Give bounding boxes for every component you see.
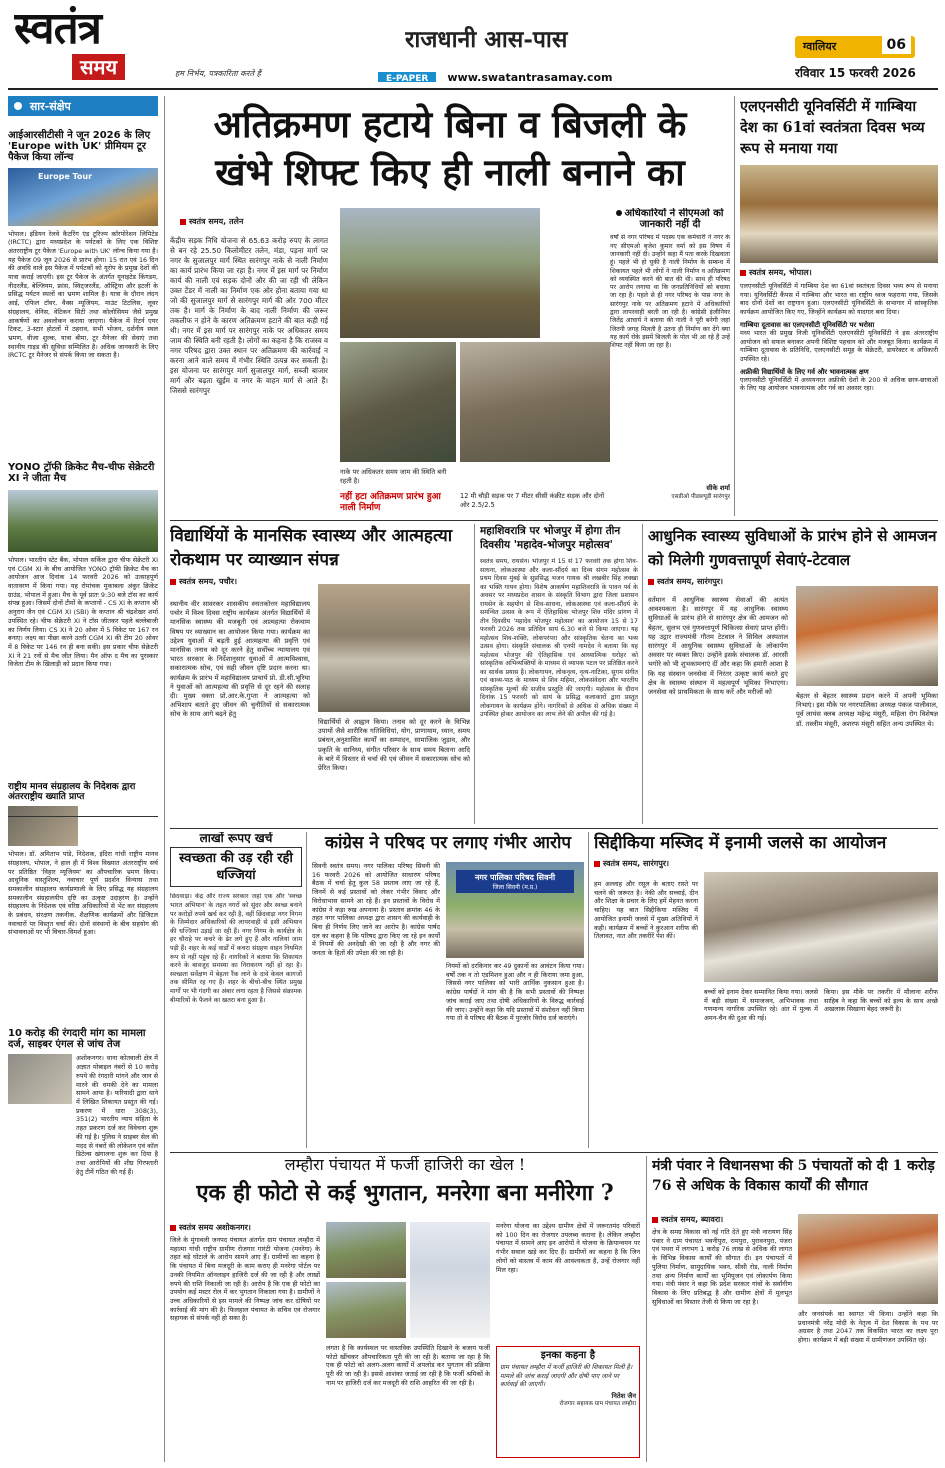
mental-byline: स्वतंत्र समय, पचौर।	[170, 576, 470, 587]
mahotsav-story	[480, 524, 638, 824]
masthead-logo	[14, 6, 164, 84]
sidebar-story-1-body: भोपाल। इंडियन रेलवे कैटरिंग एंड टूरिज्म कॉरपोरेशन लिमिटेड (IRCTC) द्वारा मध्यप्रदेश के पर्यटकों के लिए एक विशिष्ट अंतरराष्ट्रीय टूर पैकेज 'Europe with UK' लॉन्च किया गया है। यह पैकेज 09 जून 2026 से प्रारंभ होगा। 15 रात एवं 16 दिन की अवधि वाले इस पैकेज में पर्यटकों को यूरोप के प्रमुख देशों की यात्रा कराई जाएगी। इस टूर पैकेज के अंतर्गत यूनाइटेड किंगडम, नीदरलैंड, बेल्जियम, फ्रांस, स्विट्जरलैंड, ऑस्ट्रिया और इटली के प्रसिद्ध पर्यटन स्थलों का भ्रमण शामिल है। यात्रा के दौरान लंदन आई, एफिल टॉवर, वैक्स म्यूजियम, माउंट टिटलिस, लूवर संग्रहालय, वेनिस, वेटिकन सिटी तथा कोलोसियम जैसे प्रमुख आकर्षणों का अवलोकन कराया जाएगा। पैकेज में रिटर्न एयर टिकट, 3-स्टार होटलों में ठहराव, सभी भोजन, दर्शनीय स्थल भ्रमण, वीजा शुल्क, यात्रा बीमा, टूर मैनेजर की सेवाएं तथा स्थानीय गाइड की सुविधा सम्मिलित है। अधिक जानकारी के लिए IRCTC टूर मैनेजर से संपर्क किया जा सकता है।	[8, 229, 158, 360]
road-construction-photo	[340, 208, 540, 338]
lead-byline: स्वतंत्र समय, तलेन	[180, 216, 243, 227]
cleanliness-headline-2: स्वच्छता की उड़ रही रही धज्जियां	[170, 847, 302, 887]
page-number: 06	[882, 36, 911, 54]
lecture-hall-photo	[318, 584, 470, 712]
sidebar-story-3-title: राष्ट्रीय मानव संग्रहालय के निदेशक द्वारा अंतरराष्ट्रीय ख्याति प्राप्त	[8, 781, 136, 803]
minister-event-photo	[798, 1214, 938, 1304]
minister-body-2: और जनसंपर्क का स्वागत भी किया। उन्होंने कहा कि प्रधानमंत्री नरेंद्र मोदी के नेतृत्व में देश विकास के पथ पर अग्रसर है तथा 2047 तक विकसित भारत का लक्ष्य पूरा होगा। कार्यक्रम में बड़ी संख्या में ग्रामीणजन उपस्थित रहे।	[798, 1310, 938, 1345]
logo-top: स्वतंत्र	[14, 6, 101, 54]
epaper-badge	[378, 66, 748, 82]
congress-body-2: नियमों को दरकिनार कर 49 दुकानों का आवंटन किया गया। वर्षों तक न तो एडमिशन हुआ और न ही किराया जमा हुआ, जिससे नगर पालिका को भारी आर्थिक नुकसान हुआ है। कांग्रेस पार्षदों ने मांग की है कि सभी प्रस्तावों की निष्पक्ष जांच कराई जाए तथा दोषी अधिकारियों के विरुद्ध कार्रवाई की जाए। उन्होंने कहा कि यदि प्रस्तावों में संशोधन नहीं किया गया तो वे परिषद की बैठक में पुरजोर विरोध दर्ज कराएंगे।	[446, 962, 584, 1023]
police-station-photo	[8, 1054, 72, 1104]
sidebar-story-1-title: आईआरसीटीसी ने जून 2026 के लिए 'Europe with UK' प्रीमियम टूर पैकेज किया लॉन्च	[8, 130, 151, 164]
lnct-sub2: अफ्रीकी विद्यार्थियों के लिए गर्व और भावनात्मक क्षण	[740, 367, 869, 376]
lnct-byline: स्वतंत्र समय, भोपाल।	[740, 267, 938, 278]
officials-box	[610, 208, 730, 508]
sidebar-story-3-body: भोपाल। डॉ. अमिताभ पांडे, निदेशक, इंदिरा गांधी राष्ट्रीय मानव संग्रहालय, भोपाल, ने हाल ही में विश्व विख्यात अंतरराष्ट्रीय सर्च पर प्रतिष्ठित 'विहार म्यूजियम' का औपचारिक भ्रमण किया। आधुनिक वास्तुशिल्प, नवाचार पूर्ण प्रदर्शन विन्यास तथा समकालीन संग्रहालय कार्यप्रणाली के लिए प्रसिद्ध यह संग्रहालय समकालीन संग्रहालयीय दृष्टि का उत्कृष्ट उदाहरण है। उन्होंने संग्रहालय के निदेशक एवं वरिष्ठ अधिकारियों से भेंट कर संग्रहालय के प्रबंधन, संरक्षण तकनीक, शैक्षणिक कार्यक्रमों और डिजिटल नवाचारों पर विस्तृत चर्चा की। दोनों संस्थानों के बीच सहयोग की संभावनाओं पर भी विचार-विमर्श हुआ।	[8, 850, 158, 937]
quote-title: इनका कहना है	[540, 1350, 596, 1361]
europe-tour-label: Europe Tour	[38, 171, 93, 181]
masjid-body-1: हम अल्लाह और रसूल के बताए रास्ते पर चलने की जरूरत है। नेकी और सच्चाई, दीन और शिक्षा के प्रचार के लिए हमें मेहनत करना चाहिए। यह बात सिद्दीकिया मस्जिद में आयोजित इनामी जलसे में मुख्य अतिथियों ने कही। कार्यक्रम में बच्चों ने कुरआन शरीफ की तिलावत, नात और तकरीरें पेश कीं।	[594, 880, 698, 941]
drain-closeup-photo	[460, 342, 610, 462]
lead-headline: अतिक्रमण हटाये बिना व बिजली के खंभे शिफ्ट किए ही नाली बनाने का	[213, 102, 687, 194]
mental-headline: विद्यार्थियों के मानसिक स्वास्थ्य और आत्महत्या रोकथाम पर व्याख्यान संपन्न	[170, 526, 453, 570]
masjid-body-3: किया। इस मौके पर तकरीर में मौलाना शरीफ साहिब ने कहा कि बच्चों को इल्म के साथ अच्छे अखलाक सिखाना बेहद जरूरी है।	[824, 988, 938, 1014]
health-headline: आधुनिक स्वास्थ्य सुविधाओं के प्रारंभ होने से आमजन को मिलेगी गुणवत्तापूर्ण सेवाएं-टेटवाल	[648, 527, 937, 569]
health-inauguration-photo	[796, 586, 938, 686]
quote-box	[496, 1346, 640, 1458]
nagar-palika-photo	[446, 862, 584, 958]
mgnrega-body-3: मनरेगा योजना का उद्देश्य ग्रामीण क्षेत्रों में जरूरतमंद परिवारों को 100 दिन का रोजगार उपलब्ध कराना है। लेकिन लम्हौरा पंचायत में सामने आए इन आरोपों ने योजना के क्रियान्वयन पर गंभीर सवाल खड़े कर दिए हैं। ग्रामीणों का कहना है कि जिन लोगों को वास्तव में काम की आवश्यकता है, उन्हें रोजगार नहीं मिल रहा।	[496, 1222, 640, 1274]
city-name: ग्वालियर	[803, 40, 837, 53]
masjid-story	[594, 832, 938, 1148]
officials-box-body: वर्षों से नगर परिषद में पदस्थ एक कर्मचारी ने नगर के नए सीएमओ बृजेश कुमार वर्मा को इस विषय में जानकारी नहीं दी। उन्होंने कहा मैं पता करके दिखवाता हूं। पहले भी हो चुकी है नाली निर्माण के सम्बन्ध में शिकायत पहले भी लोगों ने नाली निर्माण व अतिक्रमण को व्यवस्थित करने की बात की थी। साथ ही परिषद पर आरोप लगाया था कि जनप्रतिनिधियों को बचाया जा रहा है। पहले से ही नगर परिषद के पास नगर के सारंगपुर नाके पर अतिक्रमण हटाने में अधिकारियों द्वारा लापरवाही बरती जा रही है। कांग्रेसी इंजीनियर जितेंद्र आचार्य ने बताया की नाली ने पूरी बनेगी जहां जितनी जगह मिलती है उतना ही निर्माण कर देंगे क्या यह कार्य रोके इसमें बिजली के पोल भी आ रहे हैं उन्हें शिफ्ट नहीं किया जा रहा है।	[610, 234, 730, 350]
mgnrega-headline: एक ही फोटो से कई भुगतान, मनरेगा बना मनीरेगा ?	[196, 1179, 614, 1206]
quote-sign: नितेश जैन	[611, 1391, 636, 1400]
minister-byline: स्वतंत्र समय, ब्यावरा।	[652, 1214, 723, 1225]
mgnrega-site-photo-2	[326, 1282, 406, 1338]
lead-body: केंद्रीय सड़क निधि योजना से 65.63 करोड़ रुपए के लागत से बन रहे 25.50 किलोमीटर तलेन, मंडा, पड़ना मार्ग पर नगर के सुजालपुर मार्ग स्थित सारंगपुर नाके से नाली निर्माण का कार्य प्रारंभ किया जा रहा है। नगर में इस मार्ग पर निर्माण कार्य की नाली एवं सड़क दोनों और की जा रही थी लेकिन उक्त टेंडर में नाली का निर्माण एक ओर होना बताया गया था जो की सुजालपुर मार्ग से सारंगपुर मार्ग की ओर 700 मीटर तक है। मार्ग के निर्माण के बाद नाली निर्माण की जरूर तकलीफ न होने के कारण अतिक्रमण हटाने की बात कही गई थी। नगर में इस मार्ग पर सारंगपुर नाके पर अधिकतर समय जाम की स्थिति बनी रहती है। लोगों का कहना है कि राजस्व व नगर परिषद द्वारा उक्त स्थान पर अतिक्रमण की कार्रवाई न करना आने वाले समय में गंभीर स्थिति उत्पन्न कर सकती है। इस योजना पर सारंगपुर मार्ग सुजालपुर मार्ग, सब्जी बाजार मार्ग और बढ़ता खुईम व नगर के वाहन मार्ग से आते हैं। जिससे सारंगपुर	[170, 236, 328, 395]
officials-box-sign2: एसडीओ पीडब्ल्यूडी सारंगपुर	[671, 493, 730, 500]
masjid-body-2: बच्चों को इनाम देकर सम्मानित किया गया। जलसे में बड़ी संख्या में समाजजन, अभिभावक तथा गणमान्य नागरिक उपस्थित रहे। अंत में मुल्क में अमन-चैन की दुआ की गई।	[704, 988, 818, 1023]
mgnrega-portal-screenshot	[410, 1222, 490, 1338]
europe-tour-image	[8, 168, 158, 226]
sidebar-header-icon	[14, 102, 22, 110]
mgnrega-kicker: लम्हौरा पंचायत में फर्जी हाजिरी का खेल !	[284, 1156, 526, 1174]
mgnrega-body-2: लगता है कि कार्यस्थल पर वास्तविक उपस्थिति दिखाने के बजाय फर्जी फोटो खींचकर औपचारिकता पूरी की जा रही है। बताया जा रहा है कि एक ही फोटो को अलग-अलग कार्यों में अपलोड कर भुगतान की प्रक्रिया पूरी की जा रही है। इससे आशंका जताई जा रही है कि फर्जी श्रमिकों के नाम पर हाजिरी दर्ज कर मजदूरी की राशि आहरित की जा रही है।	[326, 1344, 490, 1387]
drain-photo	[340, 342, 456, 462]
museum-director-photo	[8, 806, 78, 846]
section-title: राजधानी आस-पास	[405, 26, 568, 53]
mental-body-2: विद्यार्थियों से आह्वान किया। तनाव को दूर करने के विभिन्न उपायों जैसे शारीरिक गतिविधियां, योग, प्राणायाम, ध्यान, समय प्रबंधन,अनुशासित कार्यों का सम्पादन, सामाजिक जुड़ाव, और प्रकृति के सानिध्य, संगीत परिवार के साथ समय बिताना आदि के बारे में विस्तार से चर्चा की एवं जीवन में सकारात्मक सोच को प्रेरित किया।	[318, 718, 470, 773]
cleanliness-body: छिंदवाड़ा। केंद्र और राज्य सरकार जहां एक और 'स्वच्छ भारत अभियान' के तहत नगरों को सुंदर और स्वच्छ बनाने पर करोड़ों रुपये खर्च कर रही है, वहीं छिंदवाड़ा नगर निगम के जिम्मेदार अधिकारियों की लापरवाही से इसी अभियान की धज्जियां उड़ाई जा रही हैं। नगर निगम के कार्यक्षेत्र के हर चौराहे पर कचरे के ढेर लगे हुए हैं और नालियां जाम पड़ी हैं। शहर के कई वार्डों में कचरा संग्रहण वाहन नियमित रूप से नहीं पहुंच रहे हैं। नागरिकों ने बताया कि शिकायत करने के बावजूद समस्या का निराकरण नहीं हो रहा है। स्वच्छता सर्वेक्षण में बेहतर रैंक लाने के दावे केवल कागजों तक सीमित रह गए हैं। शहर के बीचो-बीच स्थित प्रमुख मार्गों पर भी गंदगी का अंबार लगा रहता है जिससे संक्रामक बीमारियों के फैलने का खतरा बना हुआ है।	[170, 893, 302, 1004]
lead-sub-body: 12 मी चौड़ी सड़क पर 7 मीटर सीसी कंक्रीट सड़क और दोनों ओर 2.5/2.5	[460, 492, 605, 509]
health-story	[648, 524, 938, 824]
sidebar-header: सार-संक्षेप	[8, 96, 158, 116]
mental-health-story	[170, 524, 470, 824]
minister-body: क्षेत्र के समग्र विकास को नई गति देते हुए मंत्री नारायण सिंह पंवार ने ग्राम पंचायत भवनीपुरा, रामपुरा, पुरावनपुरा, पंजरा एवं पथरा में लगभग 1 करोड़ 76 लाख से अधिक की लागत के विभिन्न विकास कार्यों की सौगात दी। इन पंचायतों में पुलिया निर्माण, सामुदायिक भवन, सीसी रोड, नाली निर्माण तथा अन्य निर्माण कार्यों का भूमिपूजन एवं लोकार्पण किया गया। मंत्री पंवार ने कहा कि प्रदेश सरकार गांवों के सर्वांगीण विकास के लिए प्रतिबद्ध है और ग्रामीण क्षेत्रों में मूलभूत सुविधाओं का विस्तार तेजी से किया जा रहा है।	[652, 1228, 792, 1306]
cleanliness-story	[170, 832, 302, 1148]
nagar-palika-sign: नगर पालिका परिषद सिवनी जिला सिवनी (म.प्र.)	[456, 870, 574, 893]
jalsa-photo	[704, 872, 938, 982]
sidebar-story-2-title: YONO ट्रॉफी क्रिकेट मैच-चीफ सेक्रेटरी XI ने जीता मैच	[8, 461, 155, 484]
cleanliness-headline-1: लाखों रूपए खर्च	[199, 832, 273, 845]
issue-date: रविवार 15 फरवरी 2026	[795, 66, 916, 80]
congress-headline: कांग्रेस ने परिषद पर लगाए गंभीर आरोप	[324, 833, 572, 853]
mgnrega-body-1: जिले के मुंगावली जनपद पंचायत अंतर्गत ग्राम पंचायत लम्हौरा में महात्मा गांधी राष्ट्रीय ग्रामीण रोजगार गारंटी योजना (मनरेगा) के तहत बड़े घोटाले के आरोप सामने आए हैं। ग्रामीणों का कहना है कि पंचायत में बिना मजदूरी के काम कराए ही मनरेगा पोर्टल पर उनकी नियमित ऑनलाइन हाजिरी दर्ज की जा रही है और लाखों रुपये की राशि निकाली जा रही है। आरोप है कि एक ही फोटो का उपयोग कई मस्टर रोल में कर भुगतान निकाला गया है। ग्रामीणों ने उच्च अधिकारियों से इस मामले की निष्पक्ष जांच कर दोषियों पर कार्रवाई की मांग की है। फिलहाल पंचायत के सचिव एवं रोजगार सहायक से संपर्क नहीं हो सका है।	[170, 1236, 320, 1323]
health-byline: स्वतंत्र समय, सारंगपुर।	[648, 576, 938, 587]
lead-subhead: नहीं हटा अतिक्रमण प्रारंभ हुआ नाली निर्माण	[340, 492, 441, 513]
congress-body-1: सिवनी स्वतंत्र समय। नगर पालिका परिषद सिवनी की 16 फरवरी 2026 को आयोजित साधारण परिषद बैठक में चर्चा हेतु कुल 58 प्रस्ताव लाए जा रहे हैं, जिनमें से कई प्रस्तावों को लेकर गंभीर विवाद और विरोधाभास सामने आ रहे हैं। इन प्रस्तावों के विरोध में कांग्रेस ने कड़ा रुख अपनाया है। प्रस्ताव क्रमांक 46 के तहत नगर पालिका अध्यक्ष द्वारा शासन की कार्यवाही के बिना ही निर्णय लिए जाने का आरोप है। कांग्रेस पार्षद दल का कहना है कि परिषद द्वारा किए जा रहे इन कार्यों में नियमों की अनदेखी की जा रही है और नगर की जनता के हितों की उपेक्षा की जा रही है।	[312, 862, 440, 958]
masjid-byline: स्वतंत्र समय, सारंगपुर।	[594, 858, 938, 869]
lead-photo-caption: नाके पर अधिकतर समय जाम की स्थिति बनी रहती है।	[340, 468, 447, 485]
health-caption: बेहतर से बेहतर स्वास्थ्य प्रदान करने में अपनी भूमिका निभाएं। इस मौके पर नगरपालिका अध्यक्ष पंकज पालीवाल, पूर्व लायंस क्लब अध्यक्ष महेन्द्र मंसूरी, महिला रोग विशेषज्ञ डॉ. तस्लीम मंसूरी, अशरफ मंसूरी सहित अन्य उपस्थित थे।	[796, 692, 938, 728]
masthead	[0, 0, 945, 92]
minister-headline: मंत्री पंवार ने विधानसभा की 5 पंचायतों को दी 1 करोड़ 76 से अधिक के विकास कार्यों की सौगात	[652, 1158, 935, 1194]
mgnrega-byline: स्वतंत्र समय अशोकनगर।	[170, 1222, 251, 1233]
logo-bottom: समय	[72, 54, 125, 80]
lnct-story	[740, 96, 938, 516]
sidebar-story-4-body: अशोकनगर। थाना कोतवाली क्षेत्र में अज्ञात मोबाइल नंबरों से 10 करोड़ रुपये की रंगदारी मांगने और जान से मारने की धमकी देने का मामला सामने आया है। फरियादी द्वारा थाने में लिखित शिकायत प्रस्तुत की गई। प्रकरण में धारा 308(3), 351(2) भारतीय न्याय संहिता के तहत प्रकरण दर्ज कर विवेचना शुरू की गई है। पुलिस ने साइबर सेल की मदद से नंबरों की लोकेशन एवं कॉल डिटेल्स खंगालना शुरू कर दिया है तथा आरोपियों की शीघ्र गिरफ्तारी हेतु टीमें गठित की गई हैं।	[76, 1054, 158, 1176]
epaper-label: E-PAPER	[378, 72, 436, 82]
sidebar	[8, 96, 158, 1462]
officials-box-icon	[616, 210, 622, 216]
mahotsav-headline: महाशिवरात्रि पर भोजपुर में होगा तीन दिवसीय 'महादेव-भोजपुर महोत्सव'	[480, 525, 621, 551]
lead-story	[170, 96, 730, 516]
lnct-event-photo	[740, 165, 938, 263]
mgnrega-site-photo-1	[326, 1222, 406, 1278]
lnct-sub1-body: मध्य भारत की प्रमुख निजी यूनिवर्सिटी एलएनसीटी यूनिवर्सिटी ने इस अंतरराष्ट्रीय आयोजन को सफल बनाकर अपनी विशिष्ट पहचान को और मजबूत किया। कार्यक्रम में गाम्बिया दूतावास के प्रतिनिधि, एलएनसीटी समूह के सेक्रेटरी, डायरेक्टर व अधिकारी उपस्थित रहे।	[740, 328, 938, 363]
lnct-sub1: गाम्बिया दूतावास का एलएनसीटी यूनिवर्सिटी पर भरोसा	[740, 320, 875, 329]
quote-body: ग्राम पंचायत लम्हौरा में फर्जी हाजिरी की शिकायत मिली है। मामले की जांच कराई जाएगी और दोषी पाए जाने पर कार्रवाई की जाएगी।	[500, 1364, 633, 1389]
officials-box-sign: सीके शर्मा	[706, 484, 730, 493]
mgnrega-story	[170, 1156, 640, 1462]
quote-sign2: रोजगार सहायक ग्राम पंचायत लम्हौरा	[559, 1401, 636, 1408]
health-body: वर्तमान में आधुनिक स्वास्थ्य सेवाओं की अत्यंत आवश्यकता है। सारंगपुर में यह आधुनिक स्वास्थ्य सुविधाओं के प्रारंभ होने से सारंगपुर क्षेत्र की आमजन को बेहतर, सुलभ एवं गुणवत्तापूर्ण चिकित्सा सेवाएं प्राप्त होंगी। यह उद्गार राज्यमंत्री गौतम टेटवाल ने सिविल अस्पताल सारंगपुर में आधुनिक स्वास्थ्य सुविधाओं के लोकार्पण अवसर पर व्यक्त किए। उन्होंने इसके संचालक डॉ. आरसी भगोरे को भी शुभकामनाएं दीं और कहा कि हमारी आशा है कि यह संस्थान जनसेवा में निरंतर उत्कृष्ट कार्य करते हुए क्षेत्र के स्वास्थ्य संस्थान में महत्वपूर्ण भूमिका निभाएगा। जनसेवा को प्राथमिकता के साथ करें और मरीजों को	[648, 596, 788, 697]
mahotsav-body: स्वतंत्र समय, रायसेन। भोजपुर में 15 से 17 फरवरी तक होगा शिव-साधना, लोकआस्था और कला-सौंदर्य का दिव्य संगम महोत्सव के प्रथम दिवस मुंबई के सुप्रसिद्ध भजन गायक श्री लखबीर सिंह लक्खा का भक्ति गायन होगा। विशेष आकर्षण महाशिवरात्रि के पावन पर्व के अवसर पर मध्यप्रदेश शासन के संस्कृति विभाग द्वारा जिला प्रशासन रायसेन के सहयोग से शिव-साधना, लोकआस्था एवं कला-सौंदर्य के समन्वित उत्सव के रूप में ऐतिहासिक भोजपुर शिव मंदिर प्रांगण में तीन दिवसीय 'महादेव भोजपुर महोत्सव' का आयोजन 15 से 17 फरवरी 2026 तक प्रतिदिन सायं 6.30 बजे से किया जाएगा। यह महोत्सव शिव-शक्ति, लोकपरंपरा और सांस्कृतिक चेतना का भव्य उत्सव होगा। संस्कृति संचालक श्री एनपी नामदेव ने बताया कि यह महोत्सव भोजपुर की ऐतिहासिक एवं आध्यात्मिक धरोहर को सांस्कृतिक अभिव्यक्तियों के माध्यम से व्यापक पटल पर प्रतिष्ठित करने का सार्थक प्रयास है। लोकगायन, लोकनृत्य, नृत्य-नाटिका, सुगम संगीत एवं काव्य-पाठ के माध्यम से शिव महिमा, लोकसंवेदना और भारतीय सांस्कृतिक मूल्यों की सजीव प्रस्तुति की जाएगी। महोत्सव के दौरान दिनांक 15 फरवरी को सायं के प्रसिद्ध कलाकारों द्वारा प्रस्तुत लोकगायन के कार्यक्रम होंगे। नागरिकों से अधिक से अधिक संख्या में उपस्थित होकर आयोजन का लाभ लेने की अपील की गई है।	[480, 558, 638, 718]
tagline: हम निर्भय, पत्रकारिता करते हैं	[175, 69, 261, 78]
sidebar-story-4-title: 10 करोड़ की रंगदारी मांग का मामला दर्ज, साइबर एंगल से जांच तेज	[8, 1028, 146, 1051]
congress-story	[312, 832, 584, 1148]
cricket-team-photo	[8, 490, 158, 552]
website-link[interactable]: www.swatantrasamay.com	[447, 71, 613, 82]
mental-body: स्थानीय वीर सावरकर शासकीय स्नातकोत्तर महाविद्यालय पचोर में विश्व दिवस राष्ट्रीय कार्यक्रम अंतर्गत विद्यार्थियों में मानसिक स्वास्थ्य की मजबूती एवं आत्महत्या रोकथाम विषय पर व्याख्यान का आयोजन किया गया। कार्यक्रम का उद्देश्य युवाओं में बढ़ती हुई आत्महत्या की प्रवृत्ति एवं मानसिक तनाव को दूर करने हेतु सर्वोच्च न्यायालय एवं भारत सरकार के निर्देशानुसार युवाओं में आत्मविश्वास, सकारात्मक सोच, एवं सही जीवन दृष्टि प्रदान करना था। कार्यक्रम के प्रारंभ में महाविद्यालय प्राचार्य प्रो. डी.सी.भूरिया ने युवाओं को आत्महत्या की प्रवृत्ति से दूर रहने की सलाह दी। मुख्य वक्ता प्रो.आर.के.गुप्ता ने आत्महत्या को अभिशाप बताते हुए जीवन की चुनौतियों से सकारात्मक सोच के साथ आगे बढ़ने हेतु	[170, 600, 310, 719]
lnct-headline: एलएनसीटी यूनिवर्सिटी में गाम्बिया देश का 61वां स्वतंत्रता दिवस भव्य रूप से मनाया गया	[740, 98, 925, 157]
sidebar-story-2-body: भोपाल। भारतीय स्टेट बैंक, भोपाल सर्किल द्वारा चीफ सेक्रेटरी XI एवं CGM XI के बीच आयोजित YONO ट्रॉफी क्रिकेट मैच का आयोजन आज दिनांक 14 फरवरी 2026 को उत्साहपूर्ण वातावरण में किया गया। यह रोमांचक मुकाबला अंकुर क्रिकेट ग्राउंड, भोपाल में हुआ। मैच के पूर्व प्रातः 9:30 बजे टॉस का कार्य संपन्न हुआ। जिसमें दोनों टीमों के कप्तानों - CS XI के कप्तान श्री अनुराग जैन एवं CGM XI (SBI) के कप्तान श्री चंद्रशेखर शर्मा उपस्थित रहे। चीफ सेक्रेटरी XI ने टॉस जीतकर पहले बल्लेबाजी का निर्णय लिया। CS XI ने 20 ओवर में 5 विकेट पर 167 रन बनाए। लक्ष्य का पीछा करने उतरी CGM XI की टीम 20 ओवर में 8 विकेट पर 146 रन ही बना सकी। इस प्रकार चीफ सेक्रेटरी XI ने 21 रनों से मैच जीत लिया। मैन ऑफ द मैच का पुरस्कार विजेता टीम के खिलाड़ी को प्रदान किया गया।	[8, 555, 158, 669]
lnct-body: एलएनसीटी यूनिवर्सिटी में गाम्बिया देश का 61वां स्वतंत्रता दिवस भव्य रूप से मनाया गया। यूनिवर्सिटी कैंपस में गाम्बिया और भारत का राष्ट्रीय ध्वज फहराया गया, जिसके बाद दोनों देशों का राष्ट्रगान हुआ। एलएनसीटी यूनिवर्सिटी के सभागार में सांस्कृतिक कार्यक्रम आयोजित किए गए, जिन्होंने कार्यक्रम को यादगार बना दिया।	[740, 282, 938, 317]
city-badge	[795, 36, 915, 58]
minister-story	[652, 1156, 938, 1462]
officials-box-title: अधिकारियों ने सीएमओ को जानकारी नहीं दी	[610, 208, 730, 230]
lnct-sub2-body: एलएनसीटी यूनिवर्सिटी में अध्ययनरत अफ्रीकी देशों के 200 से अधिक छात्र-छात्राओं के लिए यह आयोजन भावनात्मक और गर्व का अवसर रहा।	[740, 375, 938, 393]
masjid-headline: सिद्दीकिया मस्जिद में इनामी जलसे का आयोजन	[594, 833, 887, 853]
